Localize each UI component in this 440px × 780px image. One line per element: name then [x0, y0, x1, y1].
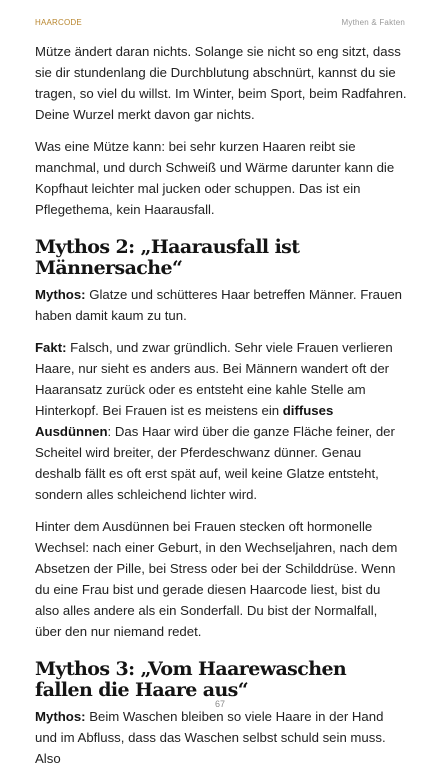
header-brand: HAARCODE	[35, 18, 82, 27]
fakt-text-2: : Das Haar wird über die ganze Fläche feiner, der Scheitel wird breiter, der Pferdeschwanz dünner. Genau deshalb fällt es oft erst spät auf, weil keine Glatze entsteht, sondern alles schleichend lichter wird.	[35, 424, 395, 502]
myth-2-heading: Mythos 2: „Haarausfall ist Männersache“	[35, 236, 300, 279]
paragraph-2: Was eine Mütze kann: bei sehr kurzen Haaren reibt sie manchmal, und durch Schweiß und Wärme darunter kann die Kopfhaut leichter mal jucken oder schuppen. Das ist ein Pflegethema, kein Haarausfall.	[35, 139, 395, 217]
mythos-text: Glatze und schütteres Haar betreffen Männer. Frauen haben damit kaum zu tun.	[35, 287, 402, 323]
myth-2-paragraph-3: Hinter dem Ausdünnen bei Frauen stecken oft hormonelle Wechsel: nach einer Geburt, in den Wechseljahren, nach dem Absetzen der Pille, bei Stress oder bei der Schilddrüse. Wenn du eine Frau bist und gerade diesen Haarcode liest, bist du also alles andere als ein Sonderfall. Du bist der Normalfall, über den nur niemand redet.	[35, 519, 398, 639]
paragraph-1: Mütze ändert daran nichts. Solange sie nicht so eng sitzt, dass sie dir stundenlang die Durchblutung abschnürt, kannst du sie tragen, so viel du willst. Im Winter, beim Sport, beim Radfahren. Deine Wurzel merkt davon gar nichts.	[35, 44, 407, 122]
myth-2-fakt-paragraph	[35, 337, 407, 505]
page-number: 67	[214, 699, 225, 709]
myth-3-mythos-paragraph	[35, 706, 407, 769]
fakt-label: Fakt:	[35, 340, 67, 355]
mythos-text: Beim Waschen bleiben so viele Haare in der Hand und im Abfluss, dass das Waschen selbst schuld sein muss. Also	[35, 709, 386, 766]
myth-2-mythos-paragraph	[35, 284, 407, 326]
fakt-emphasis: diffuses Ausdünnen	[35, 403, 334, 439]
myth-3-heading: Mythos 3: „Vom Haarewaschen fallen die Haare aus“	[35, 658, 347, 701]
mythos-label: Mythos:	[35, 709, 86, 724]
page-content	[35, 41, 407, 780]
header-section-title: Mythen & Fakten	[341, 18, 405, 27]
mythos-label: Mythos:	[35, 287, 86, 302]
running-header	[35, 18, 405, 27]
fakt-text-1: Falsch, und zwar gründlich. Sehr viele Frauen verlieren Haare, nur sieht es anders aus. Bei Männern wandert oft der Haaransatz zurück oder es entsteht eine kahle Stelle am Hinterkopf. Bei Frauen ist es meistens ein	[35, 340, 393, 418]
